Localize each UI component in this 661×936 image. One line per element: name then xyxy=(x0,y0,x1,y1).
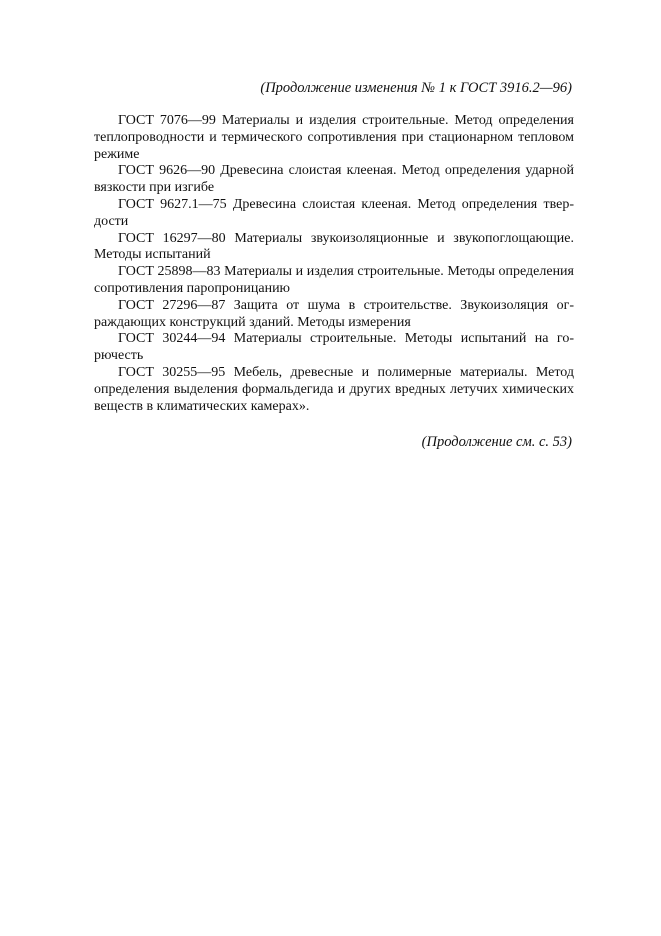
standard-entry: ГОСТ 30255—95 Мебель, древесные и полимерные материалы. Метод определения выделения формальдегида и других вредных летучих химических веществ в климатических камерах». xyxy=(94,364,574,414)
continuation-footer: (Продолжение см. с. 53) xyxy=(421,434,572,450)
standard-entry: ГОСТ 30244—94 Материалы строительные. Методы испытаний на горючесть xyxy=(94,331,574,364)
standard-entry: ГОСТ 7076—99 Материалы и изделия строительные. Метод определения теплопроводности и термического сопротивления при стационарном тепловом режиме xyxy=(94,113,574,162)
standard-entry: ГОСТ 9626—90 Древесина слоистая клееная. Метод определения ударной вязкости при изгибе xyxy=(94,163,574,196)
standard-entry: ГОСТ 16297—80 Материалы звукоизоляционные и звукопоглощающие. Методы испытаний xyxy=(94,230,574,263)
standard-entry: ГОСТ 9627.1—75 Древесина слоистая клееная. Метод определения твердости xyxy=(94,196,574,229)
continuation-header: (Продолжение изменения № 1 к ГОСТ 3916.2—96) xyxy=(260,80,572,96)
standards-list xyxy=(94,113,574,415)
standard-entry: ГОСТ 27296—87 Защита от шума в строительстве. Звукоизоляция ограждающих конструкций зданий. Методы измерения xyxy=(94,297,574,330)
standard-entry: ГОСТ 25898—83 Материалы и изделия строительные. Методы определения сопротивления паропроницанию xyxy=(94,264,574,296)
